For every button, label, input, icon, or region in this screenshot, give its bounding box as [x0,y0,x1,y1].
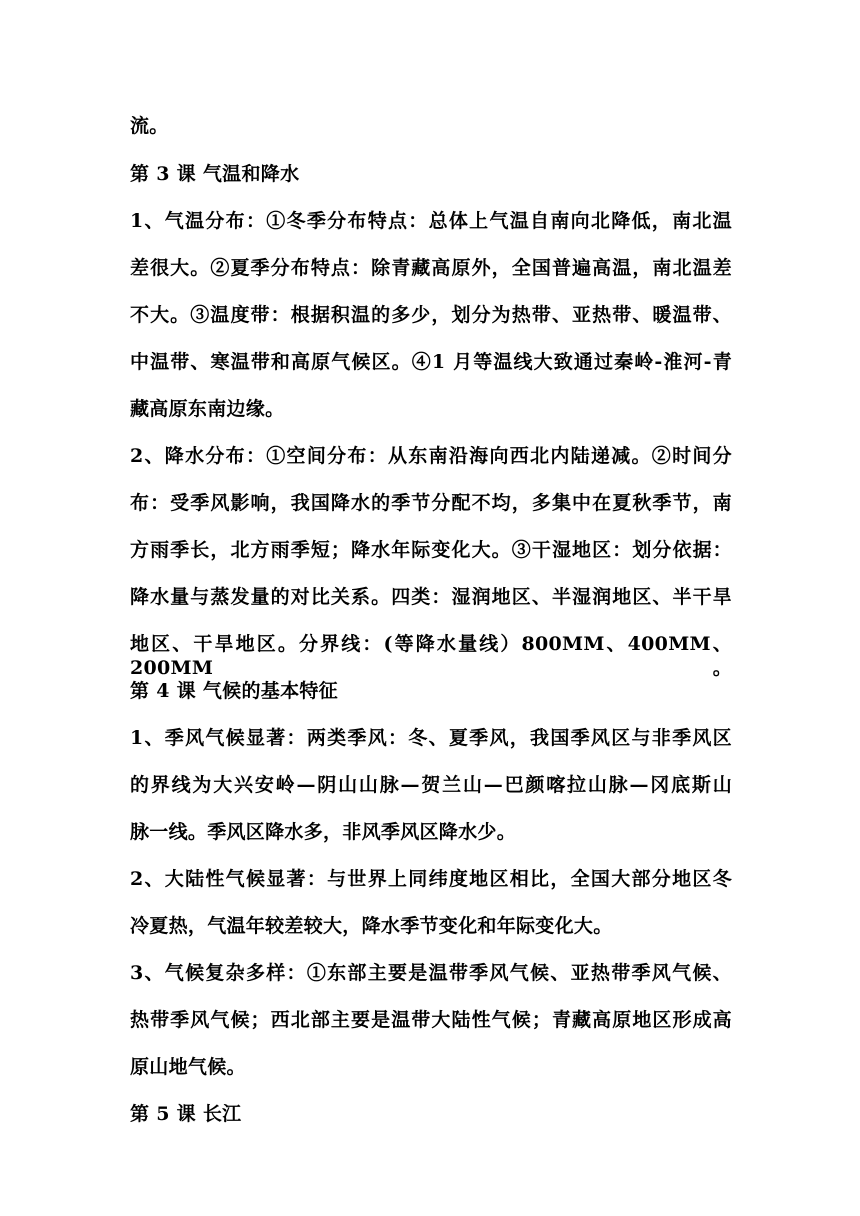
text-line-8: 2、降水分布：①空间分布：从东南沿海向西北内陆递减。②时间分 [130,445,732,467]
text-line-14: 1、季风气候显著：两类季风：冬、夏季风，我国季风区与非季风区 [130,727,732,749]
text-line-4: 差很大。②夏季分布特点：除青藏高原外，全国普遍高温，南北温差 [130,257,732,279]
text-line-7: 藏高原东南边缘。 [130,398,285,420]
text-line-10: 方雨季长，北方雨季短；降水年际变化大。③干湿地区：划分依据： [130,539,732,561]
text-line-5: 不大。③温度带：根据积温的多少，划分为热带、亚热带、暖温带、 [130,304,732,326]
text-line-12: 地区、干旱地区。分界线：(等降水量线）800MM、400MM、200MM。 [130,633,732,679]
text-line-9: 布：受季风影响，我国降水的季节分配不均，多集中在夏秋季节，南 [130,492,732,514]
text-line-19: 3、气候复杂多样：①东部主要是温带季风气候、亚热带季风气候、 [130,962,732,984]
text-line-1: 流。 [130,115,169,137]
section-heading-lesson-4: 第 4 课 气候的基本特征 [130,680,338,702]
text-line-17: 2、大陆性气候显著：与世界上同纬度地区相比，全国大部分地区冬 [130,868,732,890]
text-line-11: 降水量与蒸发量的对比关系。四类：湿润地区、半湿润地区、半干旱 [130,586,732,608]
text-line-20: 热带季风气候；西北部主要是温带大陆性气候；青藏高原地区形成高 [130,1009,732,1031]
section-heading-lesson-5: 第 5 课 长江 [130,1103,242,1125]
text-line-18: 冷夏热，气温年较差较大，降水季节变化和年际变化大。 [130,915,613,937]
text-line-15: 的界线为大兴安岭—阴山山脉—贺兰山—巴颜喀拉山脉—冈底斯山 [130,774,732,796]
text-line-3: 1、气温分布：①冬季分布特点：总体上气温自南向北降低，南北温 [130,210,732,232]
text-line-6: 中温带、寒温带和高原气候区。④1 月等温线大致通过秦岭-淮河-青 [130,351,732,373]
text-line-21: 原山地气候。 [130,1056,246,1078]
text-line-16: 脉一线。季风区降水多，非风季风区降水少。 [130,821,517,843]
section-heading-lesson-3: 第 3 课 气温和降水 [130,163,300,185]
